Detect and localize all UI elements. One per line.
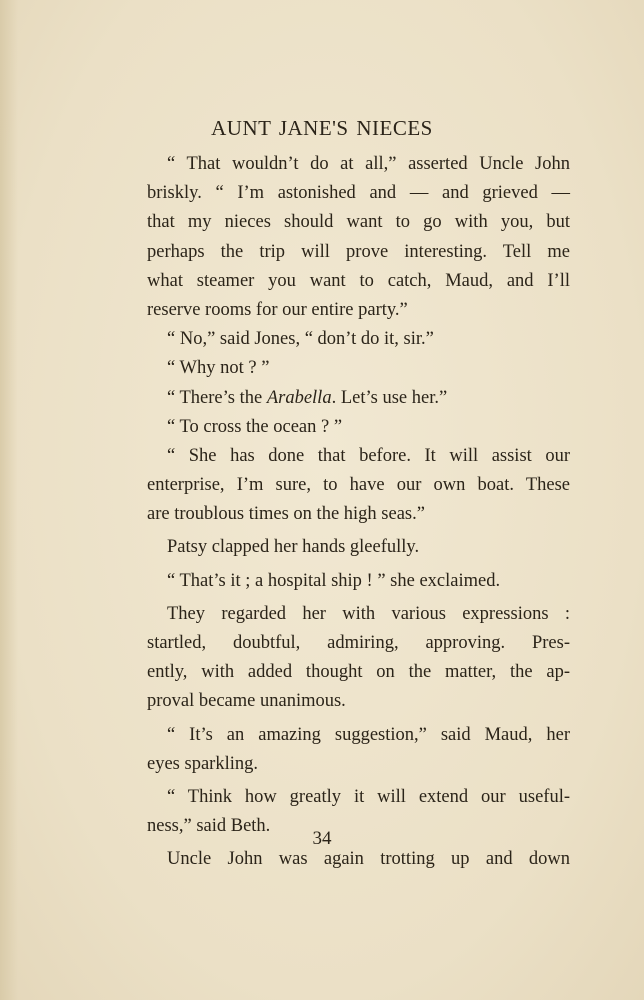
page-gutter-shadow (0, 0, 18, 1000)
text-line: ently, with added thought on the matter, the ap- (147, 662, 570, 683)
text-line: “ That wouldn’t do at all,” asserted Uncle John (167, 154, 570, 174)
text-line: They regarded her with various expressions : (167, 603, 570, 624)
running-head: AUNT JANE'S NIECES (211, 116, 433, 140)
text-line: Uncle John was again trotting up and down (167, 849, 570, 870)
text-line: “ That’s it ; a hospital ship ! ” she exclaimed. (167, 570, 501, 591)
text-line: Patsy clapped her hands gleefully. (167, 537, 420, 558)
page-number: 34 (312, 828, 332, 849)
text-line: “ It’s an amazing suggestion,” said Maud, her (167, 724, 570, 745)
text-line: ness,” said Beth. (147, 816, 271, 837)
text-line: are troublous times on the high seas.” (147, 504, 425, 525)
text-line: “ There’s the Arabella. Let’s use her.” (167, 387, 448, 408)
text-line: proval became unanimous. (147, 691, 346, 712)
text-line: perhaps the trip will prove interesting. Tell me (147, 241, 570, 262)
text-line: eyes sparkling. (147, 753, 258, 774)
text-line: startled, doubtful, admiring, approving. Pres- (147, 633, 570, 653)
text-line: “ Think how greatly it will extend our useful- (167, 786, 570, 807)
text-line: that my nieces should want to go with you, but (147, 212, 570, 233)
text-line: “ To cross the ocean ? ” (167, 416, 343, 437)
text-line: enterprise, I’m sure, to have our own boat. These (147, 475, 570, 496)
text-line: reserve rooms for our entire party.” (147, 299, 408, 320)
text-line: “ Why not ? ” (167, 358, 270, 379)
text-line: briskly. “ I’m astonished and — and grieved — (147, 183, 570, 204)
ship-name: Arabella (266, 387, 332, 408)
text-line: “ She has done that before. It will assist our (167, 445, 570, 466)
text-line: “ No,” said Jones, “ don’t do it, sir.” (167, 329, 434, 350)
text-line: what steamer you want to catch, Maud, and I’ll (147, 270, 570, 291)
body-text (147, 150, 570, 875)
